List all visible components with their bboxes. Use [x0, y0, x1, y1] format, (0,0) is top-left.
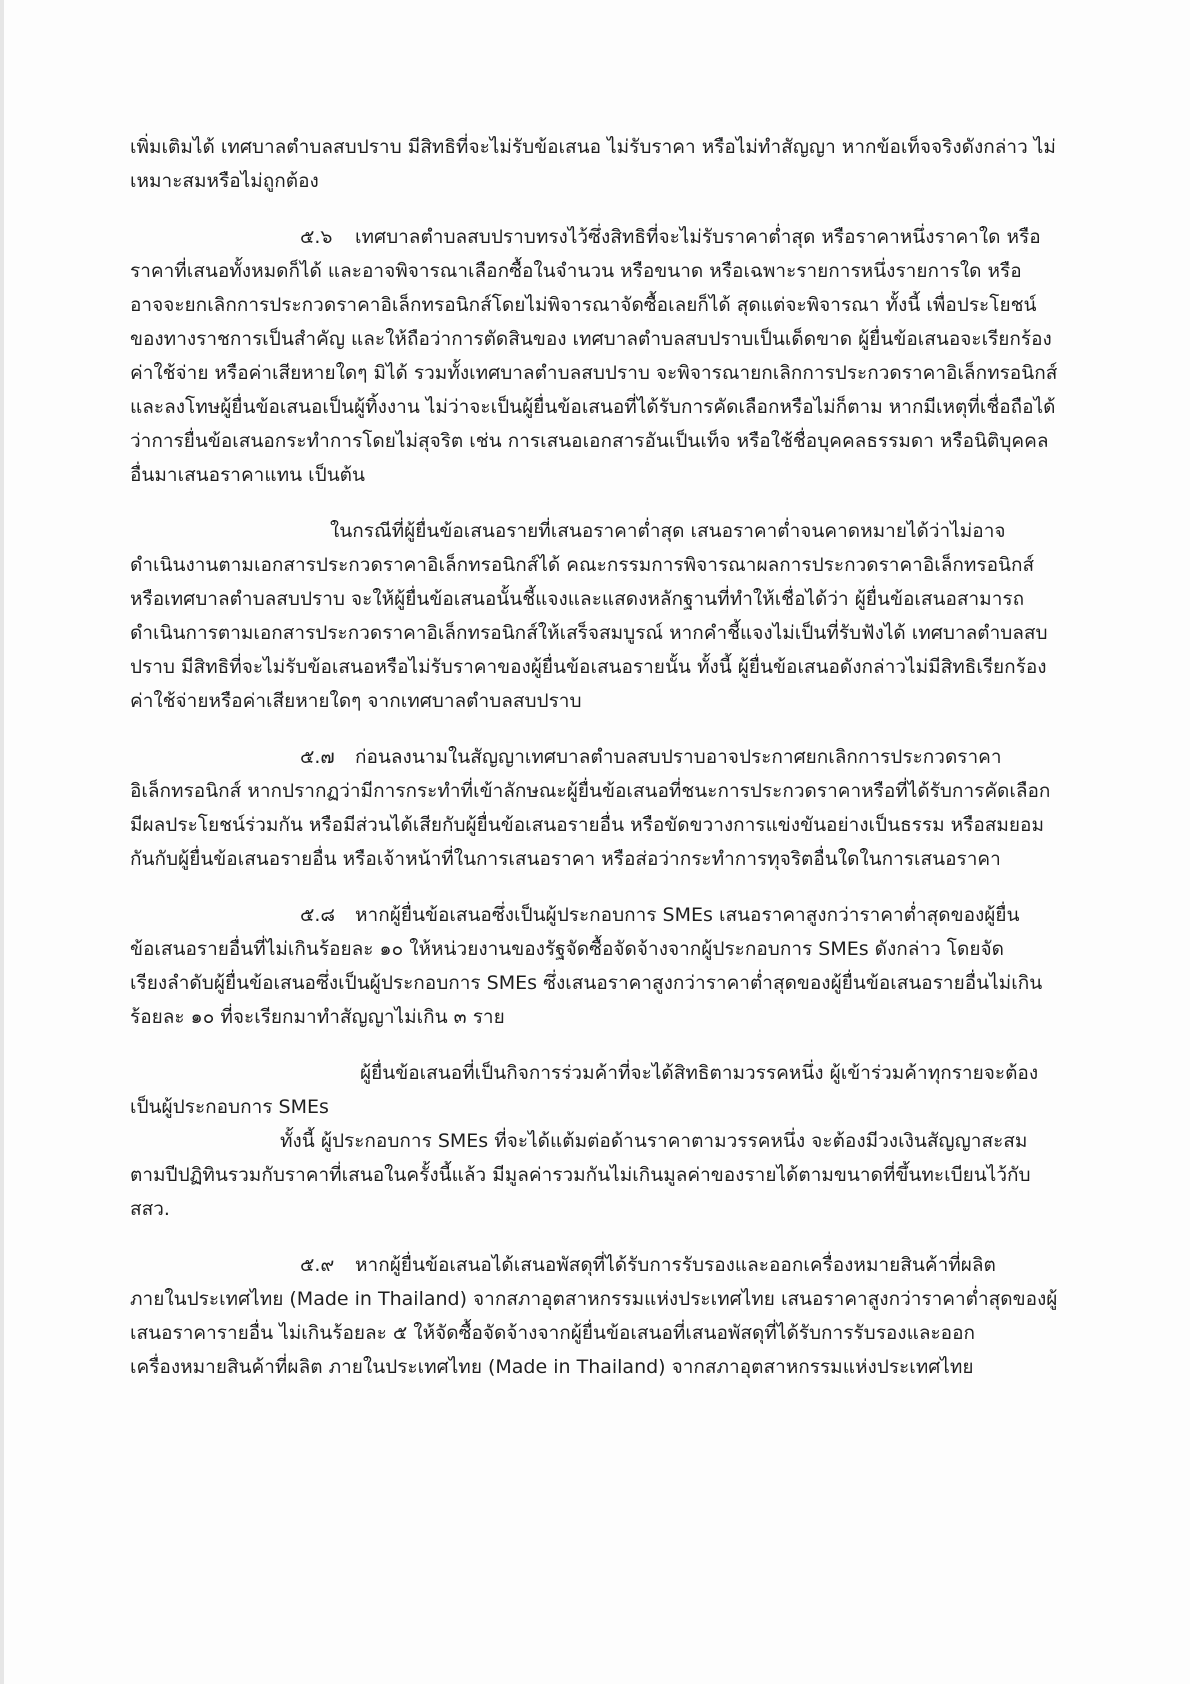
paragraph-line: อาจจะยกเลิกการประกวดราคาอิเล็กทรอนิกส์โดยไม่พิจารณาจัดซื้อเลยก็ได้ สุดแต่จะพิจารณา ทั้งนี้ เพื่อประโยชน์	[130, 294, 1037, 316]
paragraph-line: อื่นมาเสนอราคาแทน เป็นต้น	[130, 464, 366, 486]
paragraph-line: หรือเทศบาลตำบลสบปราบ จะให้ผู้ยื่นข้อเสนอนั้นชี้แจงและแสดงหลักฐานที่ทำให้เชื่อได้ว่า ผู้ยื่นข้อเสนอสามารถ	[130, 588, 1025, 610]
paragraph-text: เทศบาลตำบลสบปราบทรงไว้ซึ่งสิทธิที่จะไม่รับราคาต่ำสุด หรือราคาหนึ่งราคาใด หรือ	[355, 226, 1041, 248]
paragraph-line: เสนอราคารายอื่น ไม่เกินร้อยละ ๕ ให้จัดซื้อจัดจ้างจากผู้ยื่นข้อเสนอที่เสนอพัสดุที่ได้รับการรับรองและออก	[130, 1322, 976, 1344]
paragraph-first-line: ทั้งนี้ ผู้ประกอบการ SMEs ที่จะได้แต้มต่อด้านราคาตามวรรคหนึ่ง จะต้องมีวงเงินสัญญาสะสม	[280, 1130, 1028, 1152]
paragraph-line: เรียงลำดับผู้ยื่นข้อเสนอซึ่งเป็นผู้ประกอบการ SMEs ซึ่งเสนอราคาสูงกว่าราคาต่ำสุดของผู้ยื่นข้อเสนอรายอื่นไม่เกิน	[130, 972, 1043, 994]
paragraph-line: ค่าใช้จ่าย หรือค่าเสียหายใดๆ มิได้ รวมทั้งเทศบาลตำบลสบปราบ จะพิจารณายกเลิกการประกวดราคาอิเล็กทรอนิกส์	[130, 362, 1058, 384]
section-number: ๕.๗	[300, 746, 335, 768]
paragraph-line: สสว.	[130, 1198, 170, 1220]
paragraph-line: ราคาที่เสนอทั้งหมดก็ได้ และอาจพิจารณาเลือกซื้อในจำนวน หรือขนาด หรือเฉพาะรายการหนึ่งรายการใด หรือ	[130, 260, 1022, 282]
section-number: ๕.๘	[300, 904, 336, 926]
paragraph-first-line: ในกรณีที่ผู้ยื่นข้อเสนอรายที่เสนอราคาต่ำสุด เสนอราคาต่ำจนคาดหมายได้ว่าไม่อาจ	[330, 520, 1006, 542]
paragraph-line: ดำเนินงานตามเอกสารประกวดราคาอิเล็กทรอนิกส์ได้ คณะกรรมการพิจารณาผลการประกวดราคาอิเล็กทรอนิกส์	[130, 554, 1035, 576]
paragraph-text: หากผู้ยื่นข้อเสนอได้เสนอพัสดุที่ได้รับการรับรองและออกเครื่องหมายสินค้าที่ผลิต	[355, 1254, 996, 1276]
document-body	[130, 130, 1060, 1384]
paragraph-line: ค่าใช้จ่ายหรือค่าเสียหายใดๆ จากเทศบาลตำบลสบปราบ	[130, 690, 582, 712]
paragraph-line: เหมาะสมหรือไม่ถูกต้อง	[130, 170, 319, 192]
paragraph-line: เป็นผู้ประกอบการ SMEs	[130, 1096, 329, 1118]
paragraph-first-line: ผู้ยื่นข้อเสนอที่เป็นกิจการร่วมค้าที่จะได้สิทธิตามวรรคหนึ่ง ผู้เข้าร่วมค้าทุกรายจะต้อง	[360, 1062, 1039, 1084]
paragraph-text: หากผู้ยื่นข้อเสนอซึ่งเป็นผู้ประกอบการ SMEs เสนอราคาสูงกว่าราคาต่ำสุดของผู้ยื่น	[355, 904, 1020, 926]
paragraph-line: อิเล็กทรอนิกส์ หากปรากฏว่ามีการกระทำที่เข้าลักษณะผู้ยื่นข้อเสนอที่ชนะการประกวดราคาหรือที่ได้รับการคัดเลือก	[130, 780, 1051, 802]
section-number: ๕.๖	[300, 226, 333, 248]
paragraph-line: มีผลประโยชน์ร่วมกัน หรือมีส่วนได้เสียกับผู้ยื่นข้อเสนอรายอื่น หรือขัดขวางการแข่งขันอย่างเป็นธรรม หรือสมยอม	[130, 814, 1044, 836]
section-5-8-heading	[130, 898, 1060, 932]
paragraph-line: ร้อยละ ๑๐ ที่จะเรียกมาทำสัญญาไม่เกิน ๓ ราย	[130, 1006, 505, 1028]
paragraph-line: ภายในประเทศไทย (Made in Thailand) จากสภาอุตสาหกรรมแห่งประเทศไทย เสนอราคาสูงกว่าราคาต่ำสุดของผู้	[130, 1288, 1058, 1310]
paragraph-line: ดำเนินการตามเอกสารประกวดราคาอิเล็กทรอนิกส์ให้เสร็จสมบูรณ์ หากคำชี้แจงไม่เป็นที่รับฟังได้ เทศบาลตำบลสบ	[130, 622, 1048, 644]
paragraph-text: ก่อนลงนามในสัญญาเทศบาลตำบลสบปราบอาจประกาศยกเลิกการประกวดราคา	[355, 746, 1002, 768]
paragraph-line: เพิ่มเติมได้ เทศบาลตำบลสบปราบ มีสิทธิที่จะไม่รับข้อเสนอ ไม่รับราคา หรือไม่ทำสัญญา หากข้อเท็จจริงดังกล่าว ไม่	[130, 136, 1056, 158]
paragraph-line: ปราบ มีสิทธิที่จะไม่รับข้อเสนอหรือไม่รับราคาของผู้ยื่นข้อเสนอรายนั้น ทั้งนี้ ผู้ยื่นข้อเสนอดังกล่าวไม่มีสิทธิเรียกร้อง	[130, 656, 1047, 678]
section-5-7-heading	[130, 740, 1060, 774]
paragraph-line: ข้อเสนอรายอื่นที่ไม่เกินร้อยละ ๑๐ ให้หน่วยงานของรัฐจัดซื้อจัดจ้างจากผู้ประกอบการ SMEs ดังกล่าว โดยจัด	[130, 938, 1004, 960]
paragraph-line: ว่าการยื่นข้อเสนอกระทำการโดยไม่สุจริต เช่น การเสนอเอกสารอันเป็นเท็จ หรือใช้ชื่อบุคคลธรรมดา หรือนิติบุคคล	[130, 430, 1049, 452]
paragraph-line: เครื่องหมายสินค้าที่ผลิต ภายในประเทศไทย (Made in Thailand) จากสภาอุตสาหกรรมแห่งประเทศไทย	[130, 1356, 974, 1378]
section-5-9-heading	[130, 1248, 1060, 1282]
paragraph-line: กันกับผู้ยื่นข้อเสนอรายอื่น หรือเจ้าหน้าที่ในการเสนอราคา หรือส่อว่ากระทำการทุจริตอื่นใดในการเสนอราคา	[130, 848, 1001, 870]
paragraph-line: ตามปีปฏิทินรวมกับราคาที่เสนอในครั้งนี้แล้ว มีมูลค่ารวมกันไม่เกินมูลค่าของรายได้ตามขนาดที่ขึ้นทะเบียนไว้กับ	[130, 1164, 1031, 1186]
paragraph-line: ของทางราชการเป็นสำคัญ และให้ถือว่าการตัดสินของ เทศบาลตำบลสบปราบเป็นเด็ดขาด ผู้ยื่นข้อเสนอจะเรียกร้อง	[130, 328, 1052, 350]
paragraph-line: และลงโทษผู้ยื่นข้อเสนอเป็นผู้ทิ้งงาน ไม่ว่าจะเป็นผู้ยื่นข้อเสนอที่ได้รับการคัดเลือกหรือไม่ก็ตาม หากมีเหตุที่เชื่อถือได้	[130, 396, 1056, 418]
section-5-6-heading	[130, 220, 1060, 254]
section-number: ๕.๙	[300, 1254, 335, 1276]
scan-edge	[0, 0, 4, 1684]
